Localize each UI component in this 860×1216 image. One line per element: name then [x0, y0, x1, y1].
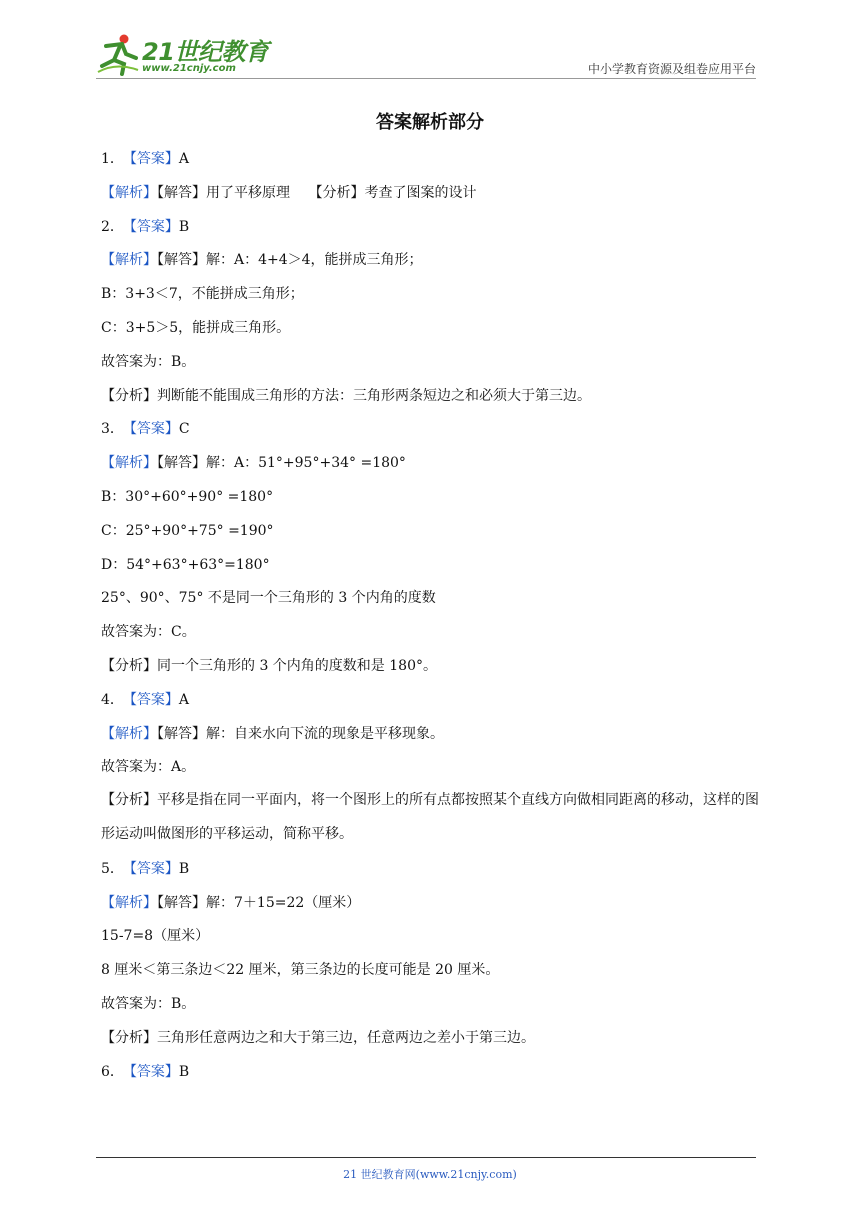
answer-value: C	[178, 421, 190, 438]
answer-value: B	[178, 1063, 190, 1080]
answer-row	[101, 416, 761, 450]
question-number: 1．	[101, 151, 124, 167]
explanation-text: 【解答】解：A：51°+95°+34° =180°	[157, 455, 406, 472]
explanation-text: 故答案为：A。	[101, 759, 196, 776]
explanation-text: 故答案为：B。	[101, 353, 196, 370]
question-number: 6．	[101, 1063, 124, 1080]
explanation-line	[101, 552, 761, 586]
explanation-text: 25°、90°、75° 不是同一个三角形的 3 个内角的度数	[101, 590, 436, 607]
answer-row	[101, 1059, 761, 1093]
explanation-text: 【分析】判断能不能围成三角形的方法：三角形两条短边之和必须大于第三边。	[101, 387, 591, 404]
analysis-tag: 【解析】	[101, 184, 157, 201]
explanation-line	[101, 450, 761, 484]
answer-value: A	[178, 151, 190, 167]
explanation-text: 故答案为：B。	[101, 995, 196, 1012]
explanation-line	[101, 349, 761, 383]
answer-value: B	[178, 218, 190, 235]
explanation-text: B：30°+60°+90° =180°	[101, 488, 274, 505]
question-number: 2．	[101, 218, 124, 235]
answer-row	[101, 146, 761, 180]
analysis-tag: 【解析】	[101, 894, 157, 911]
explanation-text: 【分析】同一个三角形的 3 个内角的度数和是 180°。	[101, 657, 437, 674]
analysis-tag: 【解析】	[101, 725, 157, 742]
explanation-line	[101, 991, 761, 1025]
explanation-text: 【解答】解：A：4+4＞4，能拼成三角形；	[157, 252, 423, 269]
explanation-line	[101, 784, 761, 852]
header-platform-text: 中小学教育资源及组卷应用平台	[587, 62, 756, 76]
answer-tag: 【答案】	[129, 218, 179, 235]
explanation-line	[101, 518, 761, 552]
explanation-line	[101, 754, 761, 788]
explanation-line	[101, 890, 761, 924]
explanation-text: 【解答】用了平移原理 【分析】考查了图案的设计	[157, 184, 477, 201]
explanation-line	[101, 653, 761, 687]
answer-list	[101, 146, 761, 1092]
footer-text[interactable]: 21 世纪教育网(www.21cnjy.com)	[343, 1168, 517, 1181]
explanation-line	[101, 619, 761, 653]
explanation-text: D：54°+63°+63°=180°	[101, 556, 270, 573]
explanation-text: C：25°+90°+75° =190°	[101, 522, 274, 539]
explanation-line	[101, 721, 761, 755]
answer-tag: 【答案】	[129, 421, 179, 438]
explanation-text: C：3+5＞5，能拼成三角形。	[101, 319, 291, 336]
explanation-line	[101, 383, 761, 417]
explanation-line	[101, 247, 761, 281]
answer-tag: 【答案】	[129, 691, 179, 708]
explanation-line	[101, 281, 761, 315]
explanation-text: 【分析】平移是指在同一平面内，将一个图形上的所有点都按照某个直线方向做相同距离的移动，这样的图形运动叫做图形的平移运动，简称平移。	[101, 792, 759, 842]
answer-value: A	[178, 691, 190, 708]
explanation-line	[101, 484, 761, 518]
explanation-text: 【解答】解：自来水向下流的现象是平移现象。	[157, 725, 444, 742]
analysis-tag: 【解析】	[101, 252, 157, 269]
question-number: 4．	[101, 691, 124, 708]
explanation-line	[101, 180, 761, 214]
site-logo[interactable]	[96, 30, 296, 78]
runner-logo-icon	[96, 32, 140, 76]
explanation-text: 故答案为：C。	[101, 624, 196, 641]
footer-divider	[96, 1157, 756, 1158]
logo-text: 21世纪教育	[142, 38, 269, 66]
answer-tag: 【答案】	[129, 151, 179, 167]
logo-url: www.21cnjy.com	[142, 63, 236, 74]
explanation-line	[101, 957, 761, 991]
explanation-text: 15-7=8（厘米）	[101, 928, 210, 945]
answer-value: B	[178, 860, 190, 877]
answer-row	[101, 856, 761, 890]
header-divider	[96, 78, 756, 79]
explanation-line	[101, 923, 761, 957]
explanation-text: 【解答】解：7＋15=22（厘米）	[157, 894, 361, 911]
explanation-text: B：3+3＜7，不能拼成三角形；	[101, 286, 304, 303]
analysis-tag: 【解析】	[101, 455, 157, 472]
page-title: 答案解析部分	[376, 112, 484, 133]
answer-row	[101, 687, 761, 721]
explanation-line	[101, 1025, 761, 1059]
explanation-line	[101, 315, 761, 349]
question-number: 5．	[101, 860, 124, 877]
explanation-line	[101, 585, 761, 619]
answer-tag: 【答案】	[129, 860, 179, 877]
explanation-text: 8 厘米＜第三条边＜22 厘米，第三条边的长度可能是 20 厘米。	[101, 962, 500, 979]
answer-row	[101, 214, 761, 248]
explanation-text: 【分析】三角形任意两边之和大于第三边，任意两边之差小于第三边。	[101, 1029, 535, 1046]
page-header	[96, 30, 756, 78]
question-number: 3．	[101, 421, 124, 438]
answer-tag: 【答案】	[129, 1063, 179, 1080]
